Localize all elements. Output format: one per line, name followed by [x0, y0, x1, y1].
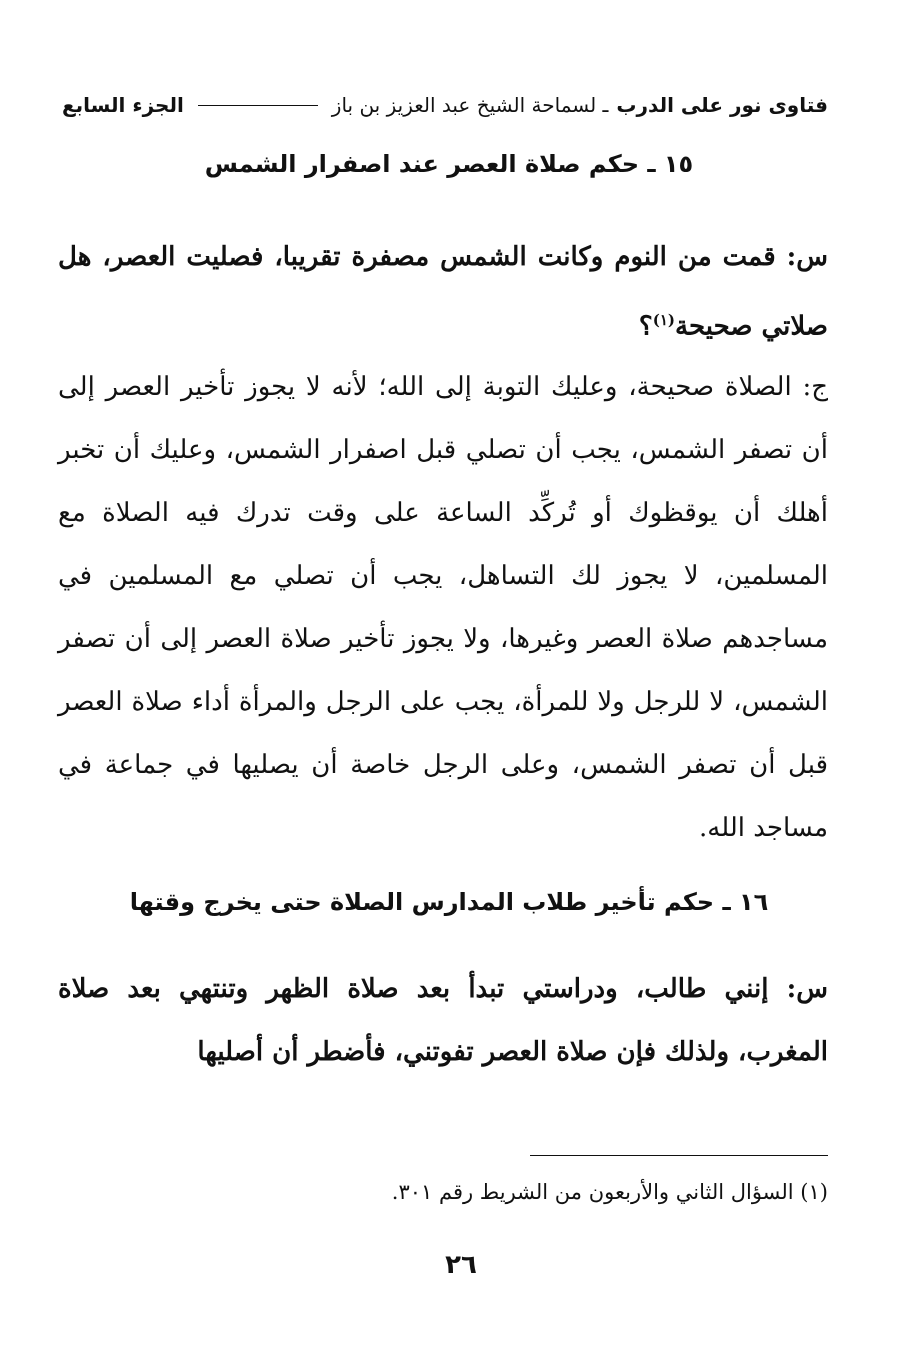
question-mark: ؟: [638, 311, 653, 342]
book-title: فتاوى نور على الدرب: [616, 93, 828, 117]
question-text: س: قمت من النوم وكانت الشمس مصفرة تقريبا، فصليت العصر، هل صلاتي صحيحة: [58, 242, 828, 342]
volume-label: الجزء السابع: [62, 93, 184, 117]
book-subtitle: ـ لسماحة الشيخ عبد العزيز بن باز: [331, 93, 609, 117]
footnote-marker: (١): [652, 311, 676, 329]
page-number: ٢٦: [445, 1250, 477, 1280]
section-heading-15: ١٥ ـ حكم صلاة العصر عند اصفرار الشمس: [204, 150, 694, 178]
question-15: [58, 226, 828, 359]
section-heading-16: ١٦ ـ حكم تأخير طلاب المدارس الصلاة حتى يخرج وقتها: [129, 888, 769, 916]
running-header: [62, 88, 828, 122]
answer-15: ج: الصلاة صحيحة، وعليك التوبة إلى الله؛ لأنه لا يجوز تأخير العصر إلى أن تصفر الشمس، يجب أن تصلي قبل اصفرار الشمس، وعليك أن تخبر أهلك أن يوقظوك أو تُركِّد الساعة على وقت تدرك فيه الصلاة مع المسلمين، لا يجوز لك التساهل، يجب أن تصلي مع المسلمين في مساجدهم صلاة العصر وغيرها، ولا يجوز تأخير صلاة العصر إلى أن تصفر الشمس، لا للرجل ولا للمرأة، يجب على الرجل والمرأة أداء صلاة العصر قبل أن تصفر الشمس، وعلى الرجل خاصة أن يصليها في جماعة في مساجد الله.: [58, 372, 828, 843]
footnote-separator: [530, 1155, 828, 1156]
footnote: (١) السؤال الثاني والأربعون من الشريط رقم ٣٠١.: [391, 1180, 828, 1204]
header-rule: [198, 105, 318, 106]
question-16: س: إنني طالب، ودراستي تبدأ بعد صلاة الظهر وتنتهي بعد صلاة المغرب، ولذلك فإن صلاة العصر تفوتني، فأضطر أن أصليها: [58, 974, 828, 1067]
